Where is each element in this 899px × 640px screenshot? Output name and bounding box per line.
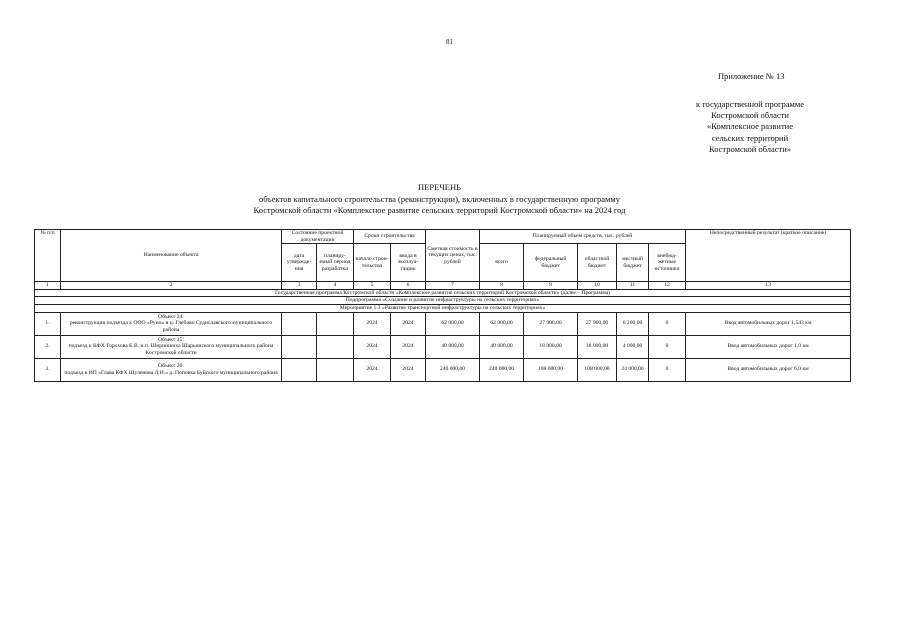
planned-development (317, 312, 354, 335)
extrabudgetary: 0 (649, 312, 686, 335)
appendix-line: Костромской области» (708, 143, 792, 154)
header-total: всего (480, 244, 524, 282)
approval-date (282, 358, 317, 381)
column-number: 5 (354, 282, 391, 290)
commission-year: 2024 (391, 335, 426, 358)
header-commission: ввода в эксплуа-тацию (391, 244, 426, 282)
appendix-line: Костромской области (711, 110, 789, 121)
approval-date (282, 312, 317, 335)
column-number: 6 (391, 282, 426, 290)
result: Ввод автомобильных дорог 1,543 км (686, 312, 851, 335)
document-subtitle-line: объектов капитального строительства (реконструкции), включенных в государственную программу (258, 193, 621, 204)
appendix-caption (640, 99, 860, 155)
federal-budget: 108 000,00 (524, 358, 578, 381)
local-budget: 4 000,00 (617, 335, 649, 358)
commission-year: 2024 (391, 312, 426, 335)
column-number: 2 (61, 282, 282, 290)
header-estimated-cost: Сметная стоимость в текущих ценах, тыс. рублей (426, 230, 480, 282)
column-number: 9 (524, 282, 578, 290)
table-row (35, 335, 851, 358)
header-extra: внебюд-жетные источники (649, 244, 686, 282)
row-number: 2. (35, 335, 61, 358)
header-local: местный бюджет (617, 244, 649, 282)
column-number: 11 (617, 282, 649, 290)
extrabudgetary: 0 (649, 335, 686, 358)
document-heading: ПЕРЕЧЕНЬ (418, 182, 461, 192)
local-budget: 6 200,00 (617, 312, 649, 335)
object-description: подъезд к ИП «Глава КФХ Шуленова Л.И.» д. Поповка Буйского муниципального района (64, 369, 278, 376)
object-name (61, 312, 282, 335)
column-number: 12 (649, 282, 686, 290)
measure-row: Мероприятие 1.3 «Развитие транспортной инфраструктуры на сельских территориях» (35, 304, 851, 312)
result: Ввод автомобильных дорог 6,0 км (686, 358, 851, 381)
estimated-cost: 62 000,00 (426, 312, 480, 335)
total-funds: 40 000,00 (480, 335, 524, 358)
estimated-cost: 40 000,00 (426, 335, 480, 358)
header-planned-dev: планиру-емый период разработки (317, 244, 354, 282)
column-number: 7 (426, 282, 480, 290)
object-label: Объект 26: (158, 363, 184, 370)
local-budget: 24 000,00 (617, 358, 649, 381)
object-description: подъезд к КФХ Горохова Е.В. н.п. Шириншиха Шарьинского муниципального района Костромской области (68, 343, 274, 356)
result: Ввод автомобильных дорог 1,0 км (686, 335, 851, 358)
objects-table (34, 229, 851, 382)
appendix-title: Приложение № 13 (718, 71, 785, 81)
column-number: 1 (35, 282, 61, 290)
column-number: 4 (317, 282, 354, 290)
table-row (35, 358, 851, 381)
object-name (61, 335, 282, 358)
appendix-line: «Комплексное развитие (707, 121, 793, 132)
document-subtitle-line: Костромской области «Комплексное развитие сельских территорий Костромской области» на 2024 год (253, 205, 626, 215)
column-number: 8 (480, 282, 524, 290)
extrabudgetary: 0 (649, 358, 686, 381)
planned-development (317, 358, 354, 381)
header-federal: федеральный бюджет (524, 244, 578, 282)
header-approval-date: дата утвержде-ния (282, 244, 317, 282)
header-planned-funds: Планируемый объем средств, тыс. рублей (480, 230, 686, 244)
header-project-state: Состояние проектной документации (282, 230, 354, 244)
table-row (35, 312, 851, 335)
construction-start: 2024 (354, 335, 391, 358)
header-construction-terms: Сроки строительства (354, 230, 426, 244)
object-name (61, 358, 282, 381)
regional-budget: 18 000,00 (578, 335, 617, 358)
row-number: 3. (35, 358, 61, 381)
column-number: 10 (578, 282, 617, 290)
planned-development (317, 335, 354, 358)
regional-budget: 108 000,00 (578, 358, 617, 381)
object-label: Объект 25: (158, 336, 184, 343)
program-row: Государственная программа Костромской области «Комплексное развитие сельских территорий Костромской области» (далее – Программа) (35, 289, 851, 297)
commission-year: 2024 (391, 358, 426, 381)
row-number: 1. (35, 312, 61, 335)
subprogram-row: Подпрограмма «Создание и развитие инфраструктуры на сельских территориях» (35, 297, 851, 305)
column-number: 3 (282, 282, 317, 290)
total-funds: 240 000,00 (480, 358, 524, 381)
header-num: № п/п (35, 230, 61, 282)
estimated-cost: 240 000,00 (426, 358, 480, 381)
appendix-line: сельских территорий (711, 132, 789, 143)
total-funds: 62 000,00 (480, 312, 524, 335)
header-object-name: Наименование объекта (61, 230, 282, 282)
header-start: начало строи-тельства (354, 244, 391, 282)
appendix-line: к государственной программе (695, 99, 805, 109)
document-title (0, 182, 879, 217)
construction-start: 2024 (354, 312, 391, 335)
federal-budget: 18 000,00 (524, 335, 578, 358)
object-description: реконструкция подъезда к ООО «Руно» в ц. Глебово Судиславского муниципального района (69, 320, 273, 333)
column-number: 13 (686, 282, 851, 290)
approval-date (282, 335, 317, 358)
header-regional: областной бюджет (578, 244, 617, 282)
page-number: 81 (446, 38, 453, 46)
header-result: Непосредственный результат (краткое описание) (686, 230, 851, 282)
object-label: Объект 24: (158, 313, 184, 320)
construction-start: 2024 (354, 358, 391, 381)
regional-budget: 27 900,00 (578, 312, 617, 335)
federal-budget: 27 900,00 (524, 312, 578, 335)
